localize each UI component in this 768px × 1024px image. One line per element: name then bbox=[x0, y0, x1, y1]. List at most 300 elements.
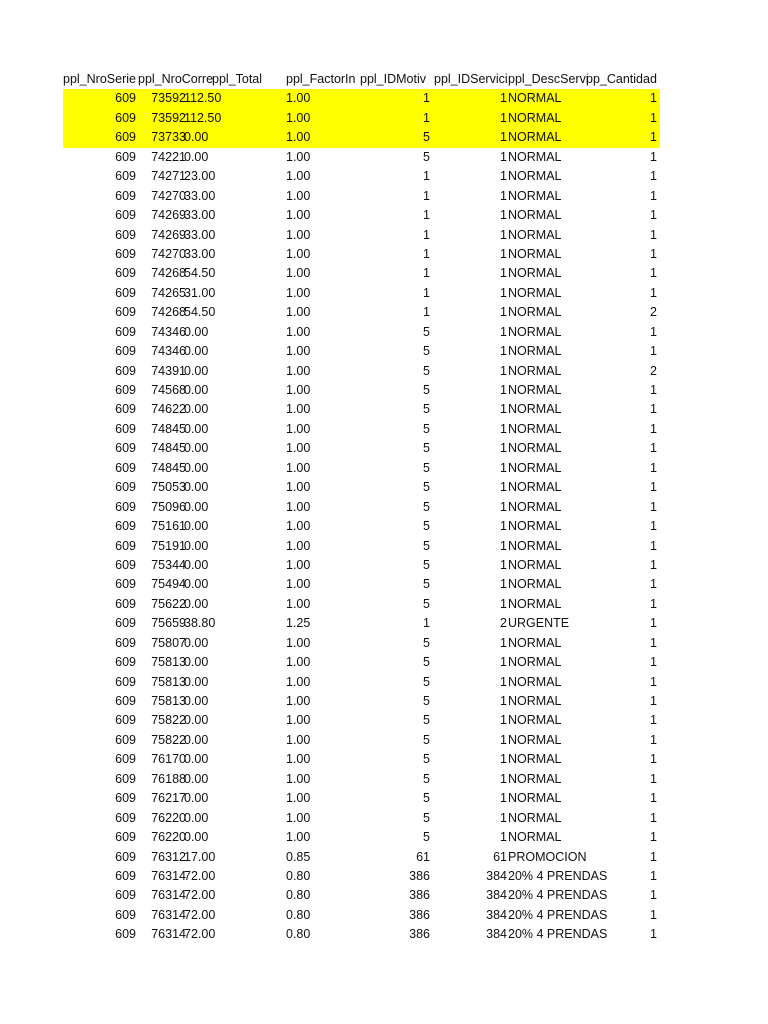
cell-id-motivo[interactable]: 1 bbox=[423, 188, 430, 203]
cell-cantidad[interactable]: 1 bbox=[650, 246, 657, 261]
cell-factor[interactable]: 1.00 bbox=[286, 791, 311, 806]
cell-cantidad[interactable]: 1 bbox=[650, 460, 657, 475]
cell-nro-corre[interactable]: 76314 bbox=[151, 907, 186, 922]
cell-total[interactable]: 33.00 bbox=[184, 208, 216, 223]
cell-factor[interactable]: 1.00 bbox=[286, 305, 311, 320]
cell-id-motivo[interactable]: 1 bbox=[423, 110, 430, 125]
cell-id-motivo[interactable]: 5 bbox=[423, 324, 430, 339]
cell-nro-serie[interactable]: 609 bbox=[115, 752, 136, 767]
cell-total[interactable]: 0.00 bbox=[184, 830, 209, 845]
cell-factor[interactable]: 1.00 bbox=[286, 674, 311, 689]
cell-factor[interactable]: 1.00 bbox=[286, 246, 311, 261]
cell-desc-servicio[interactable]: NORMAL bbox=[508, 169, 562, 184]
cell-nro-corre[interactable]: 76312 bbox=[151, 849, 186, 864]
cell-id-servicio[interactable]: 384 bbox=[486, 888, 507, 903]
cell-id-motivo[interactable]: 5 bbox=[423, 538, 430, 553]
cell-total[interactable]: 72.00 bbox=[184, 907, 216, 922]
cell-nro-serie[interactable]: 609 bbox=[115, 596, 136, 611]
cell-desc-servicio[interactable]: PROMOCION bbox=[508, 849, 587, 864]
cell-id-motivo[interactable]: 5 bbox=[423, 149, 430, 164]
cell-nro-corre[interactable]: 74270 bbox=[151, 188, 186, 203]
cell-factor[interactable]: 1.00 bbox=[286, 557, 311, 572]
cell-id-servicio[interactable]: 1 bbox=[500, 344, 507, 359]
cell-id-motivo[interactable]: 5 bbox=[423, 674, 430, 689]
cell-desc-servicio[interactable]: 20% 4 PRENDAS bbox=[508, 888, 608, 903]
cell-nro-serie[interactable]: 609 bbox=[115, 227, 136, 242]
cell-nro-corre[interactable]: 74271 bbox=[151, 169, 186, 184]
cell-nro-corre[interactable]: 75822 bbox=[151, 732, 186, 747]
cell-id-motivo[interactable]: 5 bbox=[423, 791, 430, 806]
cell-nro-serie[interactable]: 609 bbox=[115, 519, 136, 534]
cell-factor[interactable]: 1.00 bbox=[286, 635, 311, 650]
cell-desc-servicio[interactable]: NORMAL bbox=[508, 208, 562, 223]
cell-total[interactable]: 33.00 bbox=[184, 227, 216, 242]
cell-id-servicio[interactable]: 1 bbox=[500, 441, 507, 456]
cell-cantidad[interactable]: 1 bbox=[650, 810, 657, 825]
header-cell-id-motivo[interactable]: ppl_IDMotiv bbox=[360, 72, 426, 86]
cell-desc-servicio[interactable]: NORMAL bbox=[508, 402, 562, 417]
cell-desc-servicio[interactable]: NORMAL bbox=[508, 791, 562, 806]
cell-cantidad[interactable]: 1 bbox=[650, 577, 657, 592]
cell-id-motivo[interactable]: 5 bbox=[423, 460, 430, 475]
cell-factor[interactable]: 1.00 bbox=[286, 655, 311, 670]
cell-desc-servicio[interactable]: 20% 4 PRENDAS bbox=[508, 927, 608, 942]
cell-total[interactable]: 0.00 bbox=[184, 694, 209, 708]
cell-id-servicio[interactable]: 1 bbox=[500, 538, 507, 553]
cell-factor[interactable]: 1.00 bbox=[286, 519, 311, 534]
cell-id-servicio[interactable]: 1 bbox=[500, 402, 507, 417]
cell-nro-serie[interactable]: 609 bbox=[115, 577, 136, 592]
cell-nro-corre[interactable]: 74391 bbox=[151, 363, 186, 378]
cell-nro-corre[interactable]: 75494 bbox=[151, 577, 186, 592]
cell-total[interactable]: 17.00 bbox=[184, 849, 216, 864]
cell-nro-serie[interactable]: 609 bbox=[115, 324, 136, 339]
cell-cantidad[interactable]: 1 bbox=[650, 752, 657, 767]
cell-nro-serie[interactable]: 609 bbox=[115, 266, 136, 281]
cell-desc-servicio[interactable]: 20% 4 PRENDAS bbox=[508, 907, 608, 922]
cell-nro-serie[interactable]: 609 bbox=[115, 694, 136, 708]
cell-id-motivo[interactable]: 1 bbox=[423, 227, 430, 242]
cell-nro-serie[interactable]: 609 bbox=[115, 480, 136, 495]
cell-id-servicio[interactable]: 1 bbox=[500, 227, 507, 242]
cell-id-servicio[interactable]: 1 bbox=[500, 91, 507, 106]
cell-id-servicio[interactable]: 1 bbox=[500, 363, 507, 378]
cell-id-motivo[interactable]: 5 bbox=[423, 344, 430, 359]
cell-id-motivo[interactable]: 5 bbox=[423, 830, 430, 845]
cell-total[interactable]: 0.00 bbox=[184, 771, 209, 786]
cell-factor[interactable]: 1.00 bbox=[286, 460, 311, 475]
header-cell-nro-corre[interactable]: ppl_NroCorre bbox=[138, 72, 214, 86]
cell-nro-corre[interactable]: 76217 bbox=[151, 791, 186, 806]
cell-total[interactable]: 0.00 bbox=[184, 519, 209, 534]
cell-factor[interactable]: 1.00 bbox=[286, 227, 311, 242]
cell-total[interactable]: 0.00 bbox=[184, 557, 209, 572]
cell-nro-serie[interactable]: 609 bbox=[115, 927, 136, 942]
cell-total[interactable]: 72.00 bbox=[184, 868, 216, 883]
header-cell-nro-serie[interactable]: ppl_NroSerie bbox=[63, 72, 136, 86]
cell-cantidad[interactable]: 1 bbox=[650, 674, 657, 689]
cell-total[interactable]: 0.00 bbox=[184, 674, 209, 689]
cell-desc-servicio[interactable]: NORMAL bbox=[508, 694, 562, 708]
cell-nro-corre[interactable]: 76314 bbox=[151, 927, 186, 942]
cell-id-servicio[interactable]: 1 bbox=[500, 577, 507, 592]
cell-total[interactable]: 0.00 bbox=[184, 421, 209, 436]
cell-nro-corre[interactable]: 74268 bbox=[151, 266, 186, 281]
cell-id-servicio[interactable]: 1 bbox=[500, 674, 507, 689]
cell-nro-corre[interactable]: 74845 bbox=[151, 421, 186, 436]
cell-id-motivo[interactable]: 5 bbox=[423, 732, 430, 747]
cell-nro-corre[interactable]: 75813 bbox=[151, 655, 186, 670]
cell-nro-corre[interactable]: 75191 bbox=[151, 538, 186, 553]
cell-id-servicio[interactable]: 1 bbox=[500, 810, 507, 825]
cell-cantidad[interactable]: 1 bbox=[650, 694, 657, 708]
cell-nro-serie[interactable]: 609 bbox=[115, 810, 136, 825]
cell-desc-servicio[interactable]: NORMAL bbox=[508, 830, 562, 845]
cell-nro-serie[interactable]: 609 bbox=[115, 538, 136, 553]
cell-id-servicio[interactable]: 1 bbox=[500, 713, 507, 728]
cell-cantidad[interactable]: 1 bbox=[650, 830, 657, 845]
cell-desc-servicio[interactable]: NORMAL bbox=[508, 752, 562, 767]
cell-cantidad[interactable]: 1 bbox=[650, 596, 657, 611]
cell-total[interactable]: 31.00 bbox=[184, 285, 216, 300]
cell-nro-corre[interactable]: 74845 bbox=[151, 460, 186, 475]
cell-id-servicio[interactable]: 1 bbox=[500, 266, 507, 281]
cell-desc-servicio[interactable]: NORMAL bbox=[508, 577, 562, 592]
cell-factor[interactable]: 0.80 bbox=[286, 927, 311, 942]
cell-id-motivo[interactable]: 5 bbox=[423, 402, 430, 417]
cell-id-motivo[interactable]: 61 bbox=[416, 849, 430, 864]
cell-id-servicio[interactable]: 1 bbox=[500, 383, 507, 397]
cell-id-servicio[interactable]: 1 bbox=[500, 169, 507, 184]
header-cell-cantidad[interactable]: pp_Cantidad bbox=[586, 72, 657, 86]
cell-nro-corre[interactable]: 76314 bbox=[151, 868, 186, 883]
cell-id-motivo[interactable]: 1 bbox=[423, 246, 430, 261]
cell-desc-servicio[interactable]: NORMAL bbox=[508, 674, 562, 689]
cell-id-servicio[interactable]: 1 bbox=[500, 771, 507, 786]
cell-total[interactable]: 0.00 bbox=[184, 635, 209, 650]
cell-cantidad[interactable]: 1 bbox=[650, 849, 657, 864]
cell-id-servicio[interactable]: 1 bbox=[500, 830, 507, 845]
cell-id-servicio[interactable]: 1 bbox=[500, 246, 507, 261]
cell-factor[interactable]: 1.00 bbox=[286, 363, 311, 378]
cell-id-motivo[interactable]: 5 bbox=[423, 421, 430, 436]
cell-nro-corre[interactable]: 76220 bbox=[151, 810, 186, 825]
cell-total[interactable]: 0.00 bbox=[184, 538, 209, 553]
cell-nro-serie[interactable]: 609 bbox=[115, 655, 136, 670]
cell-nro-serie[interactable]: 609 bbox=[115, 149, 136, 164]
cell-id-servicio[interactable]: 61 bbox=[493, 849, 507, 864]
cell-total[interactable]: 0.00 bbox=[184, 402, 209, 417]
cell-total[interactable]: 54.50 bbox=[184, 305, 216, 320]
cell-id-servicio[interactable]: 1 bbox=[500, 130, 507, 145]
cell-nro-serie[interactable]: 609 bbox=[115, 849, 136, 864]
cell-id-servicio[interactable]: 384 bbox=[486, 868, 507, 883]
cell-id-motivo[interactable]: 5 bbox=[423, 480, 430, 495]
cell-cantidad[interactable]: 1 bbox=[650, 266, 657, 281]
cell-id-servicio[interactable]: 1 bbox=[500, 208, 507, 223]
cell-nro-serie[interactable]: 609 bbox=[115, 363, 136, 378]
cell-total[interactable]: 0.00 bbox=[184, 810, 209, 825]
cell-cantidad[interactable]: 1 bbox=[650, 655, 657, 670]
cell-desc-servicio[interactable]: NORMAL bbox=[508, 441, 562, 456]
cell-desc-servicio[interactable]: NORMAL bbox=[508, 460, 562, 475]
cell-desc-servicio[interactable]: URGENTE bbox=[508, 616, 570, 631]
cell-factor[interactable]: 1.00 bbox=[286, 732, 311, 747]
cell-cantidad[interactable]: 1 bbox=[650, 907, 657, 922]
cell-nro-corre[interactable]: 74346 bbox=[151, 344, 186, 359]
cell-total[interactable]: 0.00 bbox=[184, 577, 209, 592]
cell-id-servicio[interactable]: 1 bbox=[500, 460, 507, 475]
cell-cantidad[interactable]: 1 bbox=[650, 441, 657, 456]
cell-cantidad[interactable]: 1 bbox=[650, 888, 657, 903]
cell-desc-servicio[interactable]: NORMAL bbox=[508, 188, 562, 203]
cell-cantidad[interactable]: 1 bbox=[650, 130, 657, 145]
cell-cantidad[interactable]: 2 bbox=[650, 305, 657, 320]
cell-id-motivo[interactable]: 5 bbox=[423, 810, 430, 825]
cell-factor[interactable]: 1.00 bbox=[286, 694, 311, 708]
cell-total[interactable]: 33.00 bbox=[184, 246, 216, 261]
cell-cantidad[interactable]: 1 bbox=[650, 285, 657, 300]
cell-total[interactable]: 0.00 bbox=[184, 499, 209, 514]
cell-total[interactable]: 0.00 bbox=[184, 732, 209, 747]
cell-factor[interactable]: 1.00 bbox=[286, 149, 311, 164]
cell-nro-serie[interactable]: 609 bbox=[115, 110, 136, 125]
cell-id-motivo[interactable]: 386 bbox=[409, 888, 430, 903]
cell-id-servicio[interactable]: 1 bbox=[500, 519, 507, 534]
cell-nro-corre[interactable]: 75813 bbox=[151, 694, 186, 708]
cell-nro-serie[interactable]: 609 bbox=[115, 713, 136, 728]
cell-desc-servicio[interactable]: NORMAL bbox=[508, 655, 562, 670]
cell-total[interactable]: 23.00 bbox=[184, 169, 216, 184]
cell-nro-corre[interactable]: 75822 bbox=[151, 713, 186, 728]
cell-desc-servicio[interactable]: NORMAL bbox=[508, 227, 562, 242]
cell-factor[interactable]: 0.80 bbox=[286, 888, 311, 903]
cell-desc-servicio[interactable]: NORMAL bbox=[508, 810, 562, 825]
cell-cantidad[interactable]: 1 bbox=[650, 519, 657, 534]
cell-factor[interactable]: 1.00 bbox=[286, 830, 311, 845]
cell-nro-corre[interactable]: 73733 bbox=[151, 130, 186, 145]
cell-id-motivo[interactable]: 1 bbox=[423, 91, 430, 106]
cell-desc-servicio[interactable]: NORMAL bbox=[508, 519, 562, 534]
cell-id-motivo[interactable]: 5 bbox=[423, 499, 430, 514]
cell-desc-servicio[interactable]: NORMAL bbox=[508, 246, 562, 261]
cell-nro-corre[interactable]: 74568 bbox=[151, 383, 186, 397]
cell-id-motivo[interactable]: 386 bbox=[409, 907, 430, 922]
cell-nro-serie[interactable]: 609 bbox=[115, 208, 136, 223]
cell-id-servicio[interactable]: 1 bbox=[500, 480, 507, 495]
cell-nro-corre[interactable]: 74269 bbox=[151, 208, 186, 223]
cell-cantidad[interactable]: 1 bbox=[650, 208, 657, 223]
cell-total[interactable]: 0.00 bbox=[184, 149, 209, 164]
cell-nro-corre[interactable]: 74346 bbox=[151, 324, 186, 339]
cell-id-motivo[interactable]: 5 bbox=[423, 596, 430, 611]
cell-id-servicio[interactable]: 384 bbox=[486, 927, 507, 942]
cell-nro-serie[interactable]: 609 bbox=[115, 616, 136, 631]
cell-nro-serie[interactable]: 609 bbox=[115, 188, 136, 203]
cell-cantidad[interactable]: 1 bbox=[650, 402, 657, 417]
cell-total[interactable]: 112.50 bbox=[184, 110, 222, 125]
cell-nro-corre[interactable]: 75096 bbox=[151, 499, 186, 514]
cell-factor[interactable]: 1.00 bbox=[286, 810, 311, 825]
cell-id-servicio[interactable]: 1 bbox=[500, 655, 507, 670]
cell-id-servicio[interactable]: 1 bbox=[500, 110, 507, 125]
cell-id-motivo[interactable]: 1 bbox=[423, 266, 430, 281]
cell-id-motivo[interactable]: 5 bbox=[423, 130, 430, 145]
header-cell-desc-servicio[interactable]: ppl_DescServi bbox=[508, 72, 589, 86]
cell-cantidad[interactable]: 1 bbox=[650, 149, 657, 164]
cell-cantidad[interactable]: 1 bbox=[650, 713, 657, 728]
cell-id-motivo[interactable]: 5 bbox=[423, 713, 430, 728]
cell-id-motivo[interactable]: 386 bbox=[409, 927, 430, 942]
cell-nro-corre[interactable]: 75344 bbox=[151, 557, 186, 572]
cell-total[interactable]: 0.00 bbox=[184, 752, 209, 767]
cell-nro-corre[interactable]: 74270 bbox=[151, 246, 186, 261]
cell-nro-serie[interactable]: 609 bbox=[115, 791, 136, 806]
cell-nro-corre[interactable]: 74265 bbox=[151, 285, 186, 300]
cell-nro-serie[interactable]: 609 bbox=[115, 402, 136, 417]
cell-desc-servicio[interactable]: NORMAL bbox=[508, 499, 562, 514]
cell-id-servicio[interactable]: 1 bbox=[500, 557, 507, 572]
cell-factor[interactable]: 1.00 bbox=[286, 480, 311, 495]
cell-id-motivo[interactable]: 5 bbox=[423, 557, 430, 572]
cell-factor[interactable]: 0.80 bbox=[286, 907, 311, 922]
cell-nro-corre[interactable]: 75813 bbox=[151, 674, 186, 689]
cell-desc-servicio[interactable]: NORMAL bbox=[508, 596, 562, 611]
cell-id-servicio[interactable]: 1 bbox=[500, 421, 507, 436]
cell-factor[interactable]: 0.80 bbox=[286, 868, 311, 883]
cell-cantidad[interactable]: 1 bbox=[650, 344, 657, 359]
cell-total[interactable]: 0.00 bbox=[184, 480, 209, 495]
cell-desc-servicio[interactable]: NORMAL bbox=[508, 305, 562, 320]
cell-nro-corre[interactable]: 76170 bbox=[151, 752, 186, 767]
cell-cantidad[interactable]: 1 bbox=[650, 616, 657, 631]
cell-id-servicio[interactable]: 1 bbox=[500, 188, 507, 203]
cell-nro-corre[interactable]: 75053 bbox=[151, 480, 186, 495]
cell-factor[interactable]: 1.00 bbox=[286, 499, 311, 514]
cell-desc-servicio[interactable]: 20% 4 PRENDAS bbox=[508, 868, 608, 883]
cell-factor[interactable]: 1.00 bbox=[286, 441, 311, 456]
cell-nro-serie[interactable]: 609 bbox=[115, 130, 136, 145]
cell-factor[interactable]: 1.00 bbox=[286, 383, 311, 397]
cell-cantidad[interactable]: 1 bbox=[650, 927, 657, 942]
cell-nro-serie[interactable]: 609 bbox=[115, 732, 136, 747]
cell-total[interactable]: 0.00 bbox=[184, 791, 209, 806]
cell-id-motivo[interactable]: 5 bbox=[423, 752, 430, 767]
cell-nro-serie[interactable]: 609 bbox=[115, 246, 136, 261]
cell-nro-serie[interactable]: 609 bbox=[115, 868, 136, 883]
cell-factor[interactable]: 1.00 bbox=[286, 188, 311, 203]
cell-total[interactable]: 33.00 bbox=[184, 188, 216, 203]
cell-cantidad[interactable]: 1 bbox=[650, 324, 657, 339]
cell-cantidad[interactable]: 1 bbox=[650, 499, 657, 514]
cell-nro-serie[interactable]: 609 bbox=[115, 635, 136, 650]
cell-id-servicio[interactable]: 1 bbox=[500, 149, 507, 164]
cell-total[interactable]: 0.00 bbox=[184, 441, 209, 456]
cell-desc-servicio[interactable]: NORMAL bbox=[508, 324, 562, 339]
cell-total[interactable]: 54.50 bbox=[184, 266, 216, 281]
cell-id-motivo[interactable]: 1 bbox=[423, 616, 430, 631]
cell-id-servicio[interactable]: 1 bbox=[500, 285, 507, 300]
cell-factor[interactable]: 1.00 bbox=[286, 577, 311, 592]
cell-cantidad[interactable]: 1 bbox=[650, 110, 657, 125]
cell-nro-corre[interactable]: 76188 bbox=[151, 771, 186, 786]
cell-nro-serie[interactable]: 609 bbox=[115, 305, 136, 320]
cell-nro-serie[interactable]: 609 bbox=[115, 771, 136, 786]
cell-id-servicio[interactable]: 2 bbox=[500, 616, 507, 631]
cell-cantidad[interactable]: 1 bbox=[650, 480, 657, 495]
cell-id-motivo[interactable]: 5 bbox=[423, 519, 430, 534]
cell-cantidad[interactable]: 1 bbox=[650, 169, 657, 184]
cell-nro-corre[interactable]: 74622 bbox=[151, 402, 186, 417]
cell-desc-servicio[interactable]: NORMAL bbox=[508, 344, 562, 359]
cell-id-servicio[interactable]: 1 bbox=[500, 752, 507, 767]
cell-factor[interactable]: 1.00 bbox=[286, 344, 311, 359]
cell-cantidad[interactable]: 1 bbox=[650, 421, 657, 436]
cell-nro-corre[interactable]: 73592 bbox=[151, 110, 186, 125]
cell-nro-serie[interactable]: 609 bbox=[115, 91, 136, 106]
cell-nro-serie[interactable]: 609 bbox=[115, 674, 136, 689]
cell-factor[interactable]: 1.00 bbox=[286, 266, 311, 281]
cell-id-motivo[interactable]: 386 bbox=[409, 868, 430, 883]
cell-id-servicio[interactable]: 1 bbox=[500, 732, 507, 747]
cell-nro-serie[interactable]: 609 bbox=[115, 830, 136, 845]
cell-factor[interactable]: 1.25 bbox=[286, 616, 311, 631]
cell-id-motivo[interactable]: 5 bbox=[423, 771, 430, 786]
cell-total[interactable]: 112.50 bbox=[184, 91, 222, 106]
cell-desc-servicio[interactable]: NORMAL bbox=[508, 713, 562, 728]
cell-nro-corre[interactable]: 73592 bbox=[151, 91, 186, 106]
cell-total[interactable]: 0.00 bbox=[184, 324, 209, 339]
cell-total[interactable]: 0.00 bbox=[184, 363, 209, 378]
cell-total[interactable]: 0.00 bbox=[184, 655, 209, 670]
cell-factor[interactable]: 1.00 bbox=[286, 169, 311, 184]
cell-nro-corre[interactable]: 75622 bbox=[151, 596, 186, 611]
cell-factor[interactable]: 1.00 bbox=[286, 285, 311, 300]
cell-desc-servicio[interactable]: NORMAL bbox=[508, 110, 562, 125]
cell-nro-serie[interactable]: 609 bbox=[115, 421, 136, 436]
cell-nro-serie[interactable]: 609 bbox=[115, 907, 136, 922]
cell-id-servicio[interactable]: 1 bbox=[500, 635, 507, 650]
cell-nro-serie[interactable]: 609 bbox=[115, 383, 136, 397]
cell-desc-servicio[interactable]: NORMAL bbox=[508, 771, 562, 786]
cell-cantidad[interactable]: 1 bbox=[650, 557, 657, 572]
cell-nro-serie[interactable]: 609 bbox=[115, 499, 136, 514]
cell-nro-corre[interactable]: 74845 bbox=[151, 441, 186, 456]
cell-total[interactable]: 0.00 bbox=[184, 383, 209, 397]
cell-id-servicio[interactable]: 1 bbox=[500, 305, 507, 320]
cell-desc-servicio[interactable]: NORMAL bbox=[508, 266, 562, 281]
cell-desc-servicio[interactable]: NORMAL bbox=[508, 130, 562, 145]
cell-nro-serie[interactable]: 609 bbox=[115, 344, 136, 359]
cell-nro-corre[interactable]: 75161 bbox=[151, 519, 186, 534]
cell-total[interactable]: 0.00 bbox=[184, 460, 209, 475]
cell-factor[interactable]: 1.00 bbox=[286, 91, 311, 106]
cell-factor[interactable]: 1.00 bbox=[286, 596, 311, 611]
cell-desc-servicio[interactable]: NORMAL bbox=[508, 285, 562, 300]
cell-desc-servicio[interactable]: NORMAL bbox=[508, 383, 562, 397]
cell-cantidad[interactable]: 1 bbox=[650, 383, 657, 397]
cell-cantidad[interactable]: 1 bbox=[650, 538, 657, 553]
cell-cantidad[interactable]: 1 bbox=[650, 771, 657, 786]
cell-total[interactable]: 72.00 bbox=[184, 927, 216, 942]
cell-nro-serie[interactable]: 609 bbox=[115, 441, 136, 456]
cell-cantidad[interactable]: 1 bbox=[650, 91, 657, 106]
cell-factor[interactable]: 1.00 bbox=[286, 771, 311, 786]
cell-desc-servicio[interactable]: NORMAL bbox=[508, 421, 562, 436]
cell-nro-corre[interactable]: 74221 bbox=[151, 149, 186, 164]
cell-total[interactable]: 0.00 bbox=[184, 713, 209, 728]
cell-nro-corre[interactable]: 76220 bbox=[151, 830, 186, 845]
